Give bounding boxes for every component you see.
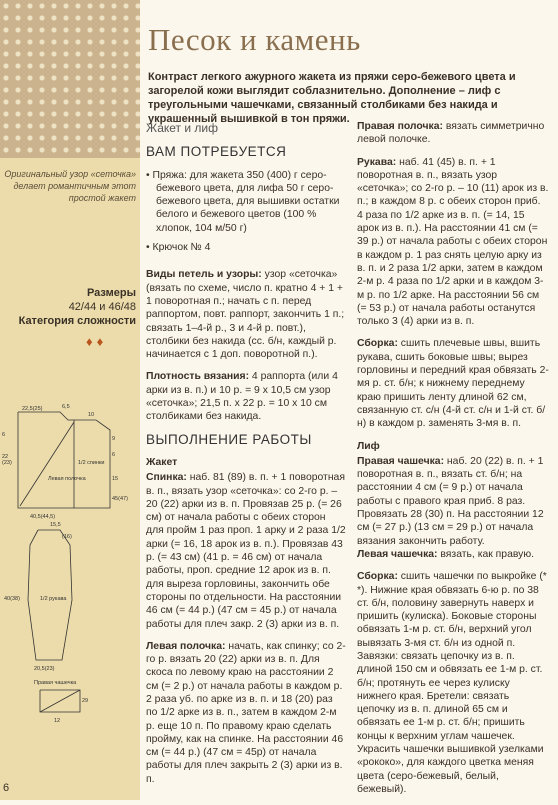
label: 45(47)	[112, 496, 128, 502]
label: 22,5(25)	[22, 406, 43, 412]
cup-slant	[40, 690, 80, 712]
label: Правая чашечка	[34, 680, 77, 686]
pattern-paragraph: Виды петель и узоры: узор «сеточка» (вязать по схеме, число п. кратно 4 + 1 + 1 поворотная п.; начать с п. перед раппортом, повт. раппорт, закончить 1 п.; связать 1–4-й р., 3 и 4-й р. повт.), столбики без накида (сс. б/н, каждый р. начинается с 1 доп. поворотной п.).	[146, 269, 345, 361]
sleeve-outline	[28, 530, 72, 660]
photo-caption: Оригинальный узор «сеточка» делает романтичным этот простой жакет	[4, 169, 136, 203]
difficulty-label: Категория сложности	[18, 315, 136, 327]
back-outline	[18, 412, 74, 508]
label: 6,5	[62, 404, 70, 410]
sizes-value: 42/44 и 46/48	[68, 301, 136, 313]
label: 40,5(44,5)	[30, 514, 56, 520]
sleeves-paragraph: Рукава: наб. 41 (45) в. п. + 1 поворотная в. п., вязать узор «сеточка»; со 2-го р. – 10 (11) арок из в. п.; в каждом 8 р. с обеих сторон приб. 4 раза по 1/2 арке из в. п. (= 14, 15 арок из в. п.). На расстоянии 41 см (= 39 р.) от начала работы с обеих сторон в каждом р. 1 раз снять целую арку из в. п. и 2 раза 1/2 арки, затем в каждом 2-м р. 4 раза по 1/2 арки и в каждом 3-м р. по 1/2 арке. На расстоянии 56 см (= 53 р.) от начала работы останутся только 3 (4) арки из в. п.	[357, 156, 549, 328]
sizes-label: Размеры	[86, 287, 136, 299]
bra-assembly-paragraph: Сборка: сшить чашечки по выкройке (* *). Нижние края обвязать 6-ю р. по 38 ст. б/н, половину завернуть наверх и пришить (кулиска). Боковые стороны обвязать 1-м р. ст. б/н, верхний угол вывязать 3-мя ст. б/н из одной п. Завязки: связать цепочку из в. п. длиной 150 см и обвязать ее 1-м р. ст. б/н; протянуть ее через кулиску нижнего края. Бретели: связать цепочку из в. п. длиной 65 см и обвязать ее 1-м р. ст. б/н; пришить концы к верхним углам чашечек. Украсить чашечки вышивкой узелками «рококо», для каждого цветка меняя цвета (серо-бежевый, белый, бежевый).	[357, 571, 547, 795]
density-paragraph: Плотность вязания: 4 раппорта (или 4 арки из в. п.) и 10 р. = 9 х 10,5 см узор «сеточка»; 21,5 п. х 22 р. = 10 х 10 см столбиками без накида.	[146, 371, 338, 423]
project-meta	[2, 286, 136, 328]
label: Левая полочка	[48, 476, 86, 482]
difficulty-diamonds: ♦♦	[86, 334, 108, 349]
column-right	[357, 120, 549, 805]
lace-photo	[0, 0, 140, 158]
column-left	[146, 120, 346, 795]
left-cup-paragraph: Левая чашечка: вязать, как правую.	[357, 548, 535, 560]
section-instructions: ВЫПОЛНЕНИЕ РАБОТЫ	[146, 431, 312, 447]
right-front-paragraph: Правая полочка: вязать симметрично левой полочке.	[357, 121, 545, 146]
subsection-bra: Лиф	[357, 440, 380, 452]
left-front-paragraph: Левая полочка: начать, как спинку; со 2-го р. вязать 20 (22) арки из в. п. Для скоса по левому краю на расстоянии 2 см (= 2 р.) от начала работы в каждом р. 2 раза уб. по арке из в. п. и 18 (20) раз по 1/2 арке из в. п., затем в каждом 2-м р. еще 10 п. По правому краю сделать пройму, как на спинке. На расстоянии 46 см (= 44 р.) (47 см = 45р) от начала работы для плеч закрыть 2 (3) арки из в. п.	[146, 640, 346, 785]
front-slant	[20, 422, 74, 506]
label: (16)	[62, 534, 72, 540]
label: 15,5	[50, 522, 61, 528]
sidebar	[0, 0, 140, 800]
materials-item: • Крючок № 4	[146, 242, 211, 254]
page-number: 6	[3, 782, 10, 794]
label: 1/2 рукава	[40, 596, 67, 602]
subsection-jacket: Жакет	[146, 456, 178, 468]
label: 10	[88, 412, 95, 418]
label: 20,5(23)	[34, 666, 55, 672]
pattern-schematic	[0, 400, 140, 800]
label: 6	[112, 452, 116, 458]
label: 12	[54, 718, 61, 724]
label: 6	[2, 432, 6, 438]
section-materials: ВАМ ПОТРЕБУЕТСЯ	[146, 144, 287, 160]
label: 9	[112, 436, 116, 442]
materials-item: • Пряжа: для жакета 350 (400) г серо-бежевого цвета, для лифа 50 г серо-бежевого цвета, для вышивки остатки белого и бежевого цветов (100 % хлопок, 104 м/50 г)	[146, 169, 340, 234]
back-paragraph: Спинка: наб. 81 (89) в. п. + 1 поворотная в. п., вязать узор «сеточка»: со 2-го р. – 20 (22) арки из в. п. Провязав 25 р. (= 26 см) от начала работы с обеих сторон для пройм 1 раз проп. 1 арку и 2 раза 1/2 арки (= 16, 18 арок из в. п.). Провязав 43 р. (= 43 см) (41 р. = 46 см) от начала работы, проп. средние 12 арок из в. п. для выреза горловины, закончить обе стороны по отдельности. На расстоянии 46 см (= 44 р.) (47 см = 45 р.) от начала работы для плеч закр. 2 (3) арки из в. п.	[146, 472, 346, 630]
label: 40(38)	[4, 596, 20, 602]
section-title: Жакет и лиф	[146, 121, 218, 135]
right-cup-paragraph: Правая чашечка: наб. 20 (22) в. п. + 1 поворотная в. п., вязать ст. б/н; на расстоянии 4 см (= 9 р.) от начала работы с правого края приб. 8 раз. Провязать 28 (30) п. На расстоянии 12 см (= 27 р.) (13 см = 29 р.) от начала вязания закончить работу.	[357, 455, 544, 547]
label: 15	[112, 476, 119, 482]
label: 22	[2, 454, 9, 460]
page-title: Песок и камень	[148, 22, 361, 57]
label: 1/2 спинки	[78, 460, 105, 466]
label: 29	[82, 698, 89, 704]
label: (23)	[2, 460, 12, 466]
assembly-paragraph: Сборка: сшить плечевые швы, вшить рукава, сшить боковые швы; вырез горловины и передний края обвязать 2-мя р. ст. б/н; к нижнему переднему краю пришить ленту длиной 62 см, связанную ст. с/н (4-й ст. с/н и 1-й ст. б/н) в каждом р. заменять 3-мя в. п.	[357, 338, 549, 430]
intro-text: Контраст легкого ажурного жакета из пряжи серо-бежевого цвета и загорелой кожи выглядит соблазнительно. Дополнение – лиф с треугольными чашечками, связанный столбиками без накида и украшенный вышивкой в тон пряжи.	[148, 71, 516, 125]
